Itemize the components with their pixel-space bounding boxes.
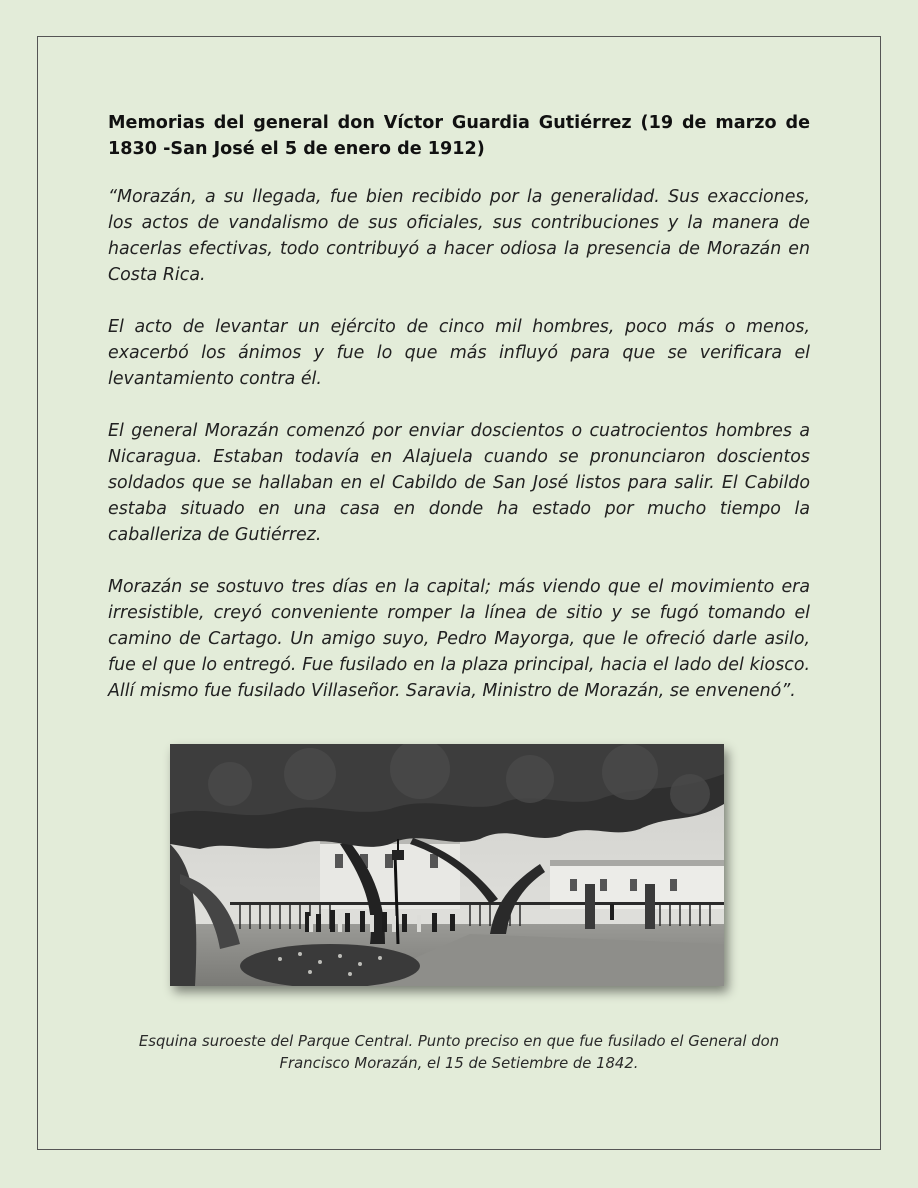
paragraph-2: El acto de levantar un ejército de cinco mil hombres, poco más o menos, exacerbó los ánimos y fue lo que más influyó para que se verificara el levantamiento contra él. (108, 317, 810, 389)
paragraph-3: El general Morazán comenzó por enviar doscientos o cuatrocientos hombres a Nicaragua. Estaban todavía en Alajuela cuando se pronunciaron doscientos soldados que se hallaban en el Cabildo de San José listos para salir. El Cabildo estaba situado en una casa en donde ha estado por mucho tiempo la caballeriza de Gutiérrez. (108, 421, 810, 545)
document-title: Memorias del general don Víctor Guardia Gutiérrez (19 de marzo de 1830 -San José el 5 de enero de 1912) (108, 113, 810, 159)
photo-caption: Esquina suroeste del Parque Central. Punto preciso en que fue fusilado el General don Francisco Morazán, el 15 de Setiembre de 1842. (138, 1033, 780, 1072)
paragraph-4: Morazán se sostuvo tres días en la capital; más viendo que el movimiento era irresistible, creyó conveniente romper la línea de sitio y se fugó tomando el camino de Cartago. Un amigo suyo, Pedro Mayorga, que le ofreció darle asilo, fue el que lo entregó. Fue fusilado en la plaza principal, hacia el lado del kiosco. Allí mismo fue fusilado Villaseñor. Saravia, Ministro de Morazán, se envenenó”. (108, 577, 810, 701)
historic-photo-parque-central (170, 744, 724, 986)
paragraph-1: “Morazán, a su llegada, fue bien recibido por la generalidad. Sus exacciones, los actos de vandalismo de sus oficiales, sus contribuciones y la manera de hacerlas efectivas, todo contribuyó a hacer odiosa la presencia de Morazán en Costa Rica. (108, 187, 810, 285)
